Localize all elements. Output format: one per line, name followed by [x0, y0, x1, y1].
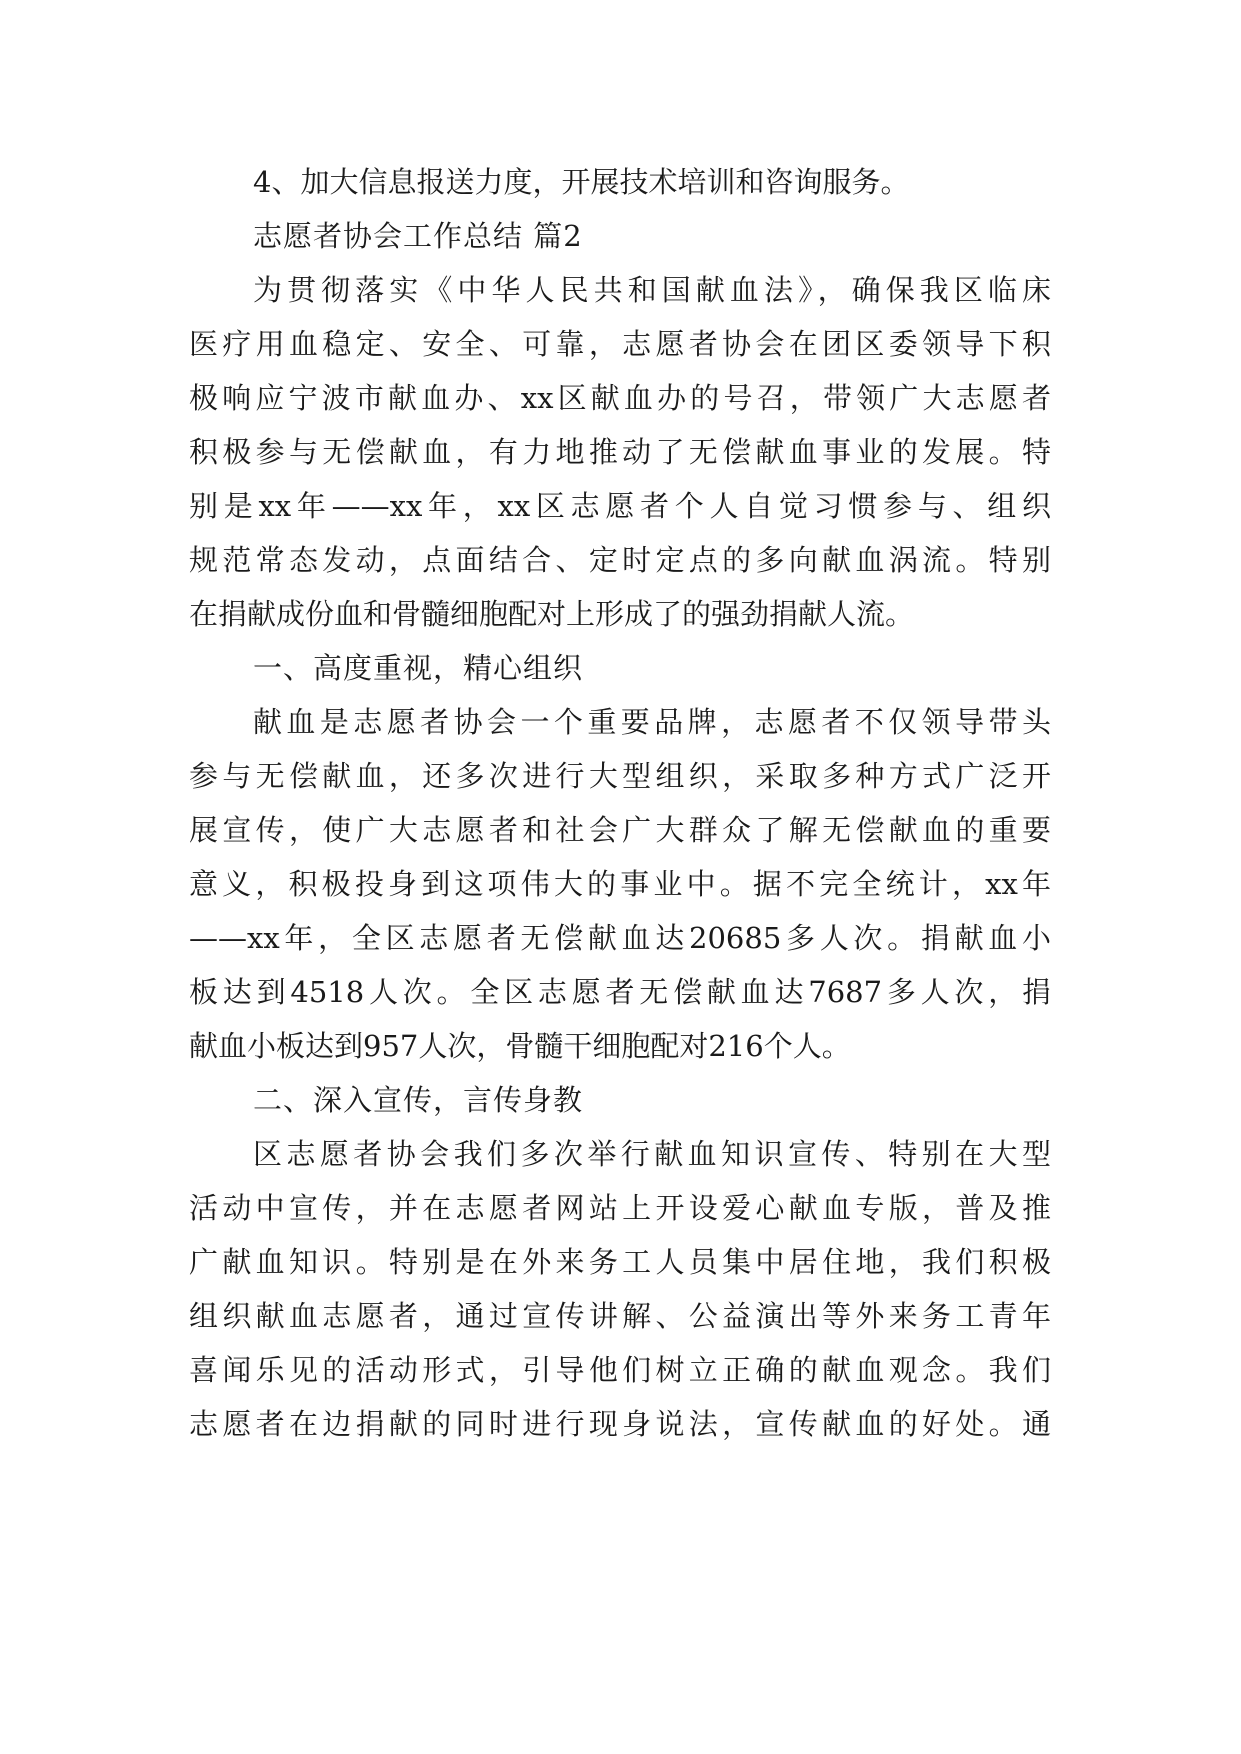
document-body: [189, 155, 1051, 1451]
paragraph-line: 喜闻乐见的活动形式，引导他们树立正确的献血观念。我们: [189, 1353, 1051, 1387]
paragraph-line: 医疗用血稳定、安全、可靠，志愿者协会在团区委领导下积: [189, 327, 1051, 361]
paragraph-line: 展宣传，使广大志愿者和社会广大群众了解无偿献血的重要: [189, 813, 1051, 847]
paragraph-line: 积极参与无偿献血，有力地推动了无偿献血事业的发展。特: [189, 435, 1051, 469]
paragraph-line: 极响应宁波市献血办、xx区献血办的号召，带领广大志愿者: [189, 381, 1051, 415]
paragraph-line: 志愿者在边捐献的同时进行现身说法，宣传献血的好处。通: [189, 1407, 1051, 1441]
list-item-4: 4、加大信息报送力度，开展技术培训和咨询服务。: [253, 165, 910, 199]
paragraph-line: 为贯彻落实《中华人民共和国献血法》，确保我区临床: [253, 273, 1051, 307]
paragraph-line: 意义，积极投身到这项伟大的事业中。据不完全统计，xx年: [189, 867, 1051, 901]
paragraph-line: 献血是志愿者协会一个重要品牌，志愿者不仅领导带头: [253, 705, 1051, 739]
paragraph-line: 规范常态发动，点面结合、定时定点的多向献血涡流。特别: [189, 543, 1051, 577]
paragraph-line: 献血小板达到957人次，骨髓干细胞配对216个人。: [189, 1029, 851, 1063]
paragraph-line: 组织献血志愿者，通过宣传讲解、公益演出等外来务工青年: [189, 1299, 1051, 1333]
paragraph-line: 参与无偿献血，还多次进行大型组织，采取多种方式广泛开: [189, 759, 1051, 793]
section-title: 志愿者协会工作总结 篇2: [253, 219, 583, 253]
subheading-2: 二、深入宣传，言传身教: [253, 1083, 584, 1117]
paragraph-line: 在捐献成份血和骨髓细胞配对上形成了的强劲捐献人流。: [189, 597, 915, 631]
paragraph-line: 别是xx年——xx年，xx区志愿者个人自觉习惯参与、组织: [189, 489, 1051, 523]
paragraph-line: 板达到4518人次。全区志愿者无偿献血达7687多人次，捐: [189, 975, 1051, 1009]
subheading-1: 一、高度重视，精心组织: [253, 651, 584, 685]
paragraph-line: 广献血知识。特别是在外来务工人员集中居住地，我们积极: [189, 1245, 1051, 1279]
paragraph-line: 区志愿者协会我们多次举行献血知识宣传、特别在大型: [253, 1137, 1051, 1171]
paragraph-line: ——xx年，全区志愿者无偿献血达20685多人次。捐献血小: [189, 921, 1051, 955]
paragraph-line: 活动中宣传，并在志愿者网站上开设爱心献血专版，普及推: [189, 1191, 1051, 1225]
